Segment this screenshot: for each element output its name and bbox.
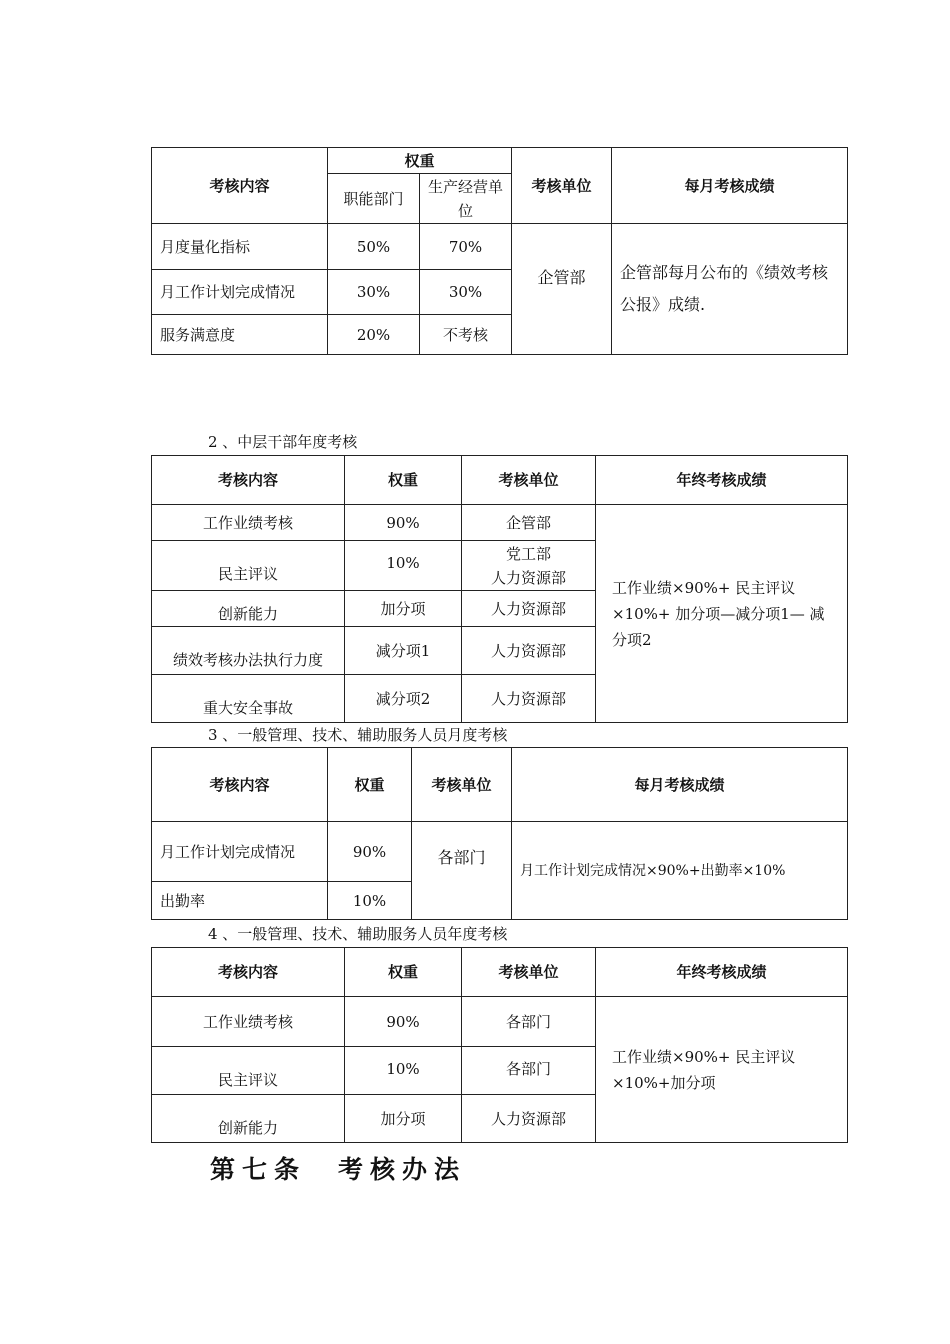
header-weight-production: 生产经营单位 (420, 174, 512, 224)
header-content: 考核内容 (152, 456, 345, 505)
table-row-weight: 90% (345, 997, 462, 1047)
table-row-weight: 减分项1 (345, 627, 462, 675)
header-unit: 考核单位 (412, 748, 512, 822)
header-result: 每月考核成绩 (612, 148, 848, 224)
table-row-weight-functional: 50% (328, 224, 420, 270)
section-2-caption: 2 、中层干部年度考核 (208, 433, 358, 451)
table-row-unit: 各部门 (462, 1047, 596, 1095)
table-row-weight: 加分项 (345, 1095, 462, 1143)
annual-result: 工作业绩×90%+ 民主评议×10%+ 加分项—减分项1— 减分项2 (596, 505, 848, 723)
table-row-weight-functional: 20% (328, 315, 420, 355)
annual-result: 工作业绩×90%+ 民主评议×10%+加分项 (596, 997, 848, 1143)
article-title: 考核办法 (338, 1155, 467, 1184)
header-content: 考核内容 (152, 148, 328, 224)
table-row-content: 出勤率 (152, 882, 328, 920)
header-content: 考核内容 (152, 748, 328, 822)
staff-annual-table (151, 947, 848, 1143)
table-row-content: 月工作计划完成情况 (152, 822, 328, 882)
section-4-caption: 4 、一般管理、技术、辅助服务人员年度考核 (208, 925, 508, 943)
table-row-unit: 人力资源部 (462, 1095, 596, 1143)
table-row-weight: 减分项2 (345, 675, 462, 723)
table-row-content: 民主评议 (152, 1047, 345, 1095)
table-row-unit: 人力资源部 (462, 591, 596, 627)
table-row-weight: 10% (328, 882, 412, 920)
table-row-content: 重大安全事故 (152, 675, 345, 723)
monthly-assessment-table (151, 147, 848, 355)
table-row-content: 月度量化指标 (152, 224, 328, 270)
table-row-content: 民主评议 (152, 541, 345, 591)
header-content: 考核内容 (152, 948, 345, 997)
table-row-weight-production: 不考核 (420, 315, 512, 355)
table-row-weight-production: 70% (420, 224, 512, 270)
article-number: 第七条 (210, 1155, 307, 1184)
table-row-weight: 90% (328, 822, 412, 882)
header-result: 年终考核成绩 (596, 456, 848, 505)
table-row-unit: 各部门 (462, 997, 596, 1047)
assessment-result: 企管部每月公布的《绩效考核公报》成绩. (612, 224, 848, 355)
table-row-weight: 10% (345, 1047, 462, 1095)
middle-cadre-annual-table (151, 455, 848, 723)
table-row-content: 工作业绩考核 (152, 997, 345, 1047)
section-3-caption: 3 、一般管理、技术、辅助服务人员月度考核 (208, 726, 508, 744)
assessment-unit: 企管部 (512, 224, 612, 355)
header-weight: 权重 (345, 948, 462, 997)
table-row-weight: 加分项 (345, 591, 462, 627)
table-row-content: 绩效考核办法执行力度 (152, 627, 345, 675)
header-weight: 权重 (345, 456, 462, 505)
table-row-weight: 10% (345, 541, 462, 591)
header-weight: 权重 (328, 148, 512, 174)
table-row-content: 创新能力 (152, 591, 345, 627)
header-weight: 权重 (328, 748, 412, 822)
table-row-content: 创新能力 (152, 1095, 345, 1143)
table-row-content: 服务满意度 (152, 315, 328, 355)
header-unit: 考核单位 (462, 456, 596, 505)
table-row-weight-functional: 30% (328, 270, 420, 315)
table-row-unit: 人力资源部 (462, 675, 596, 723)
monthly-result: 月工作计划完成情况×90%+出勤率×10% (512, 822, 848, 920)
staff-monthly-table (151, 747, 848, 920)
header-weight-functional: 职能部门 (328, 174, 420, 224)
table-row-weight-production: 30% (420, 270, 512, 315)
table-row-content: 月工作计划完成情况 (152, 270, 328, 315)
table-row-unit: 人力资源部 (462, 627, 596, 675)
table-row-unit: 党工部 人力资源部 (462, 541, 596, 591)
header-unit: 考核单位 (462, 948, 596, 997)
header-result: 年终考核成绩 (596, 948, 848, 997)
table-row-unit: 企管部 (462, 505, 596, 541)
table-row-content: 工作业绩考核 (152, 505, 345, 541)
assessment-unit: 各部门 (412, 822, 512, 920)
article-heading (210, 1150, 466, 1186)
header-unit: 考核单位 (512, 148, 612, 224)
table-row-weight: 90% (345, 505, 462, 541)
header-result: 每月考核成绩 (512, 748, 848, 822)
